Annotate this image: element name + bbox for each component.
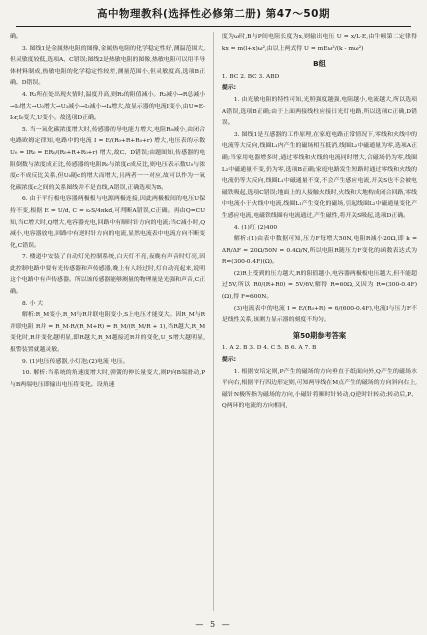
answer-paragraph: 6. 由于平行板电容器两极板与电源两极连接,因此两极板间的电压U保持不变,根据 E = U/d, C = εᵣS/4πkd,可判断A错误,C正确。再由Q=CU知,当C增大时,Q增大,电容器充电,回路中有顺时针方向的电流;当C减小时,Q减小,电容器放电,回路中有逆时针方向的电流,显然电流表中电流方向不断变化,C错误。 bbox=[10, 196, 206, 249]
section-50-heading: 第50期参考答案 bbox=[292, 330, 347, 340]
answer-paragraph: 3. 图线1是互感器的工作原理,在家庭电路正常情况下,零线和火线中的电流等大反向,线圈L₁内产生的磁场相互抵消,线圈L₂中磁通量为零,选项A正确;当家用电器增多时,通过零线和火线的电流同时增大,合磁场仍为零,线圈L₂中磁通量不变,仍为零,选项B正确;家庭电路发生短路时通过零线和火线的电流仍等大反向,线圈L₁中磁通量不变,不会产生感应电流,开关S也不会被电磁铁吸起,选项C错误;地面上的人接触火线时,火线和大地构成闭合回路,零线中电流小于火线中电流,线圈L₁产生变化的磁场,引起线圈L₂中磁通量变化产生感应电流,电磁铁线圈有电流通过,产生磁性,将开关S吸起,选项D正确。 bbox=[221, 131, 418, 219]
column-divider bbox=[213, 32, 214, 611]
answer-key-line: 1. BC 2. BC 3. ABD bbox=[221, 73, 280, 80]
answer-paragraph: 确。 bbox=[10, 34, 22, 40]
section-b-heading: B组 bbox=[313, 59, 326, 69]
page-title: 高中物理教科(选择性必修第二册) 第47～50期 bbox=[97, 7, 330, 20]
answer-paragraph: 5. 当一氧化碳浓度增大时,传感器的导电能力增大,电阻R₀减小,由闭合电路欧姆定律知,电路中的电流 I = E/(R₀+R+R₀+r) 增大,电压表的示数 U₀ = IR₀ = ER₀/(R₀+R+R₀+r) 增大,故C、D错误;由题图知,传感器的电阻倒数与浓度成正比,传感器的电阻R₀与浓度c成反比,则电压表示数U₀与浓度c不成反比关系,但U₀随c的增大而增大,且两者一一对应,故可以作为一氧化碳浓度c之间的关系图线并不是直线,A错误,正确选项为B。 bbox=[10, 126, 206, 191]
answer-paragraph: 4. R₂所在处出现火情时,温度升高,则R₂的阻值减小。R₂减小→R总减小→I₀增大→U₀增大→U₃减小→I₃减小→I₄增大,故显示器的电流I变小,由U=E-I₀r,I₀变大,U变小。故选项D正确。 bbox=[10, 91, 206, 122]
answer-paragraph: 1. 根据安培定则,P产生的磁场的方向垂直于纸面向外,Q产生的磁场水平向右,根据平行四边形定则,可知两导线在M点产生的磁场的方向斜向右上,磁针N极所指为磁场的方向,小磁针将顺时针转动,Q逆时针转动;转动后,P、Q两环的电流的方向相同, bbox=[221, 368, 418, 410]
answer-paragraph: 解析:(1)由表中数据可知,压力F每增大50N,电阻R减小20Ω,即 k = ΔR/ΔF = 20Ω/50N = 0.4Ω/N,所以电阻R随压力F变化的函数表达式为 R=(300-0.4F)(Ω)。 bbox=[221, 236, 418, 266]
answer-paragraph: 解析:R_M变小,R_M与R并联电阻变小,S上电压才能变大。因R_M与R并联电阻 R并 = R_M·R/(R_M+R) = R_M/(R_M/R + 1),当R越大,R_M变化时,R并变化越明显,即R越大,R_M越接近R并的变化,U_S增大越明显,报警装置就越灵敏。 bbox=[10, 312, 206, 354]
hint-label: 提示: bbox=[221, 85, 237, 92]
answer-paragraph: 10. 解析:当系统的角速度增大时,弹簧的伸长量变大,则P向B端滑动,P与B两端电压即输出电压将变化。设角速 bbox=[10, 370, 206, 388]
answer-paragraph: (2)R上受到的压力越大,R的阻值越小,电容器两极板电压越大,但不能超过5V,所以 R0/(R+R0) = 5V/6V,解得 R=60Ω,又因为 R=(300-0.4F)(Ω),得 F=600N。 bbox=[221, 270, 418, 301]
two-column-body bbox=[10, 32, 417, 611]
page-header bbox=[16, 0, 411, 27]
answer-paragraph: 度为ω时,B与P间电阻长度为x,则输出电压 U = x/L·E,由牛顿第二定律得 kx = m(l+x)ω²,由以上两式得 U = mEω²/(k - mω²) bbox=[221, 34, 418, 52]
answer-paragraph: 9. (1)电压传感器,小灯泡;(2)电流 电压。 bbox=[22, 358, 129, 365]
answer-paragraph: 1. 由光敏电阻的特性可知,光照强度越强,电阻越小,电流越大,所以选项A错误,选项B正确;由于上面两接线柱应接日光灯电路,所以选项C正确,D错误。 bbox=[221, 96, 418, 127]
answer-paragraph: 4. (1)红 (2)400 bbox=[233, 224, 278, 231]
answer-paragraph: (3)电流表中的电流 I = E/(R₀+R) = 6/(600-0.4F),电流I与压力F不是线性关系,该测力显示器的刻度不均匀。 bbox=[221, 305, 418, 324]
answer-paragraph: 8. 小 大 bbox=[22, 300, 44, 307]
left-column bbox=[10, 32, 205, 611]
right-column bbox=[222, 32, 417, 611]
hint-label: 提示: bbox=[221, 357, 237, 364]
answer-paragraph: 7. 楼道中安装了自动灯光控制系统,白天灯不亮,夜晚有声音时灯亮,因此控制电路中要有光传感器和声传感器,晚上有人经过时,灯自动亮起来,说明这个电路中有声传感器。所以该传感器能够测量的物理量是光强和声音,C正确。 bbox=[10, 254, 206, 296]
answer-key-line: 1. A 2. B 3. D 4. C 5. B 6. A 7. B bbox=[221, 345, 317, 352]
answer-paragraph: 3. 图线1是金属热电阻的图像,金属热电阻的化学稳定性好,测温范围大,但灵敏度较低,选项A、C错误;图线2是热敏电阻的图像,热敏电阻可以用半导体材料制成,热敏电阻的化学稳定性较差,测量范围小,但灵敏度高,选项B正确、D错误。 bbox=[10, 45, 206, 87]
page-number: — 5 — bbox=[195, 620, 232, 629]
